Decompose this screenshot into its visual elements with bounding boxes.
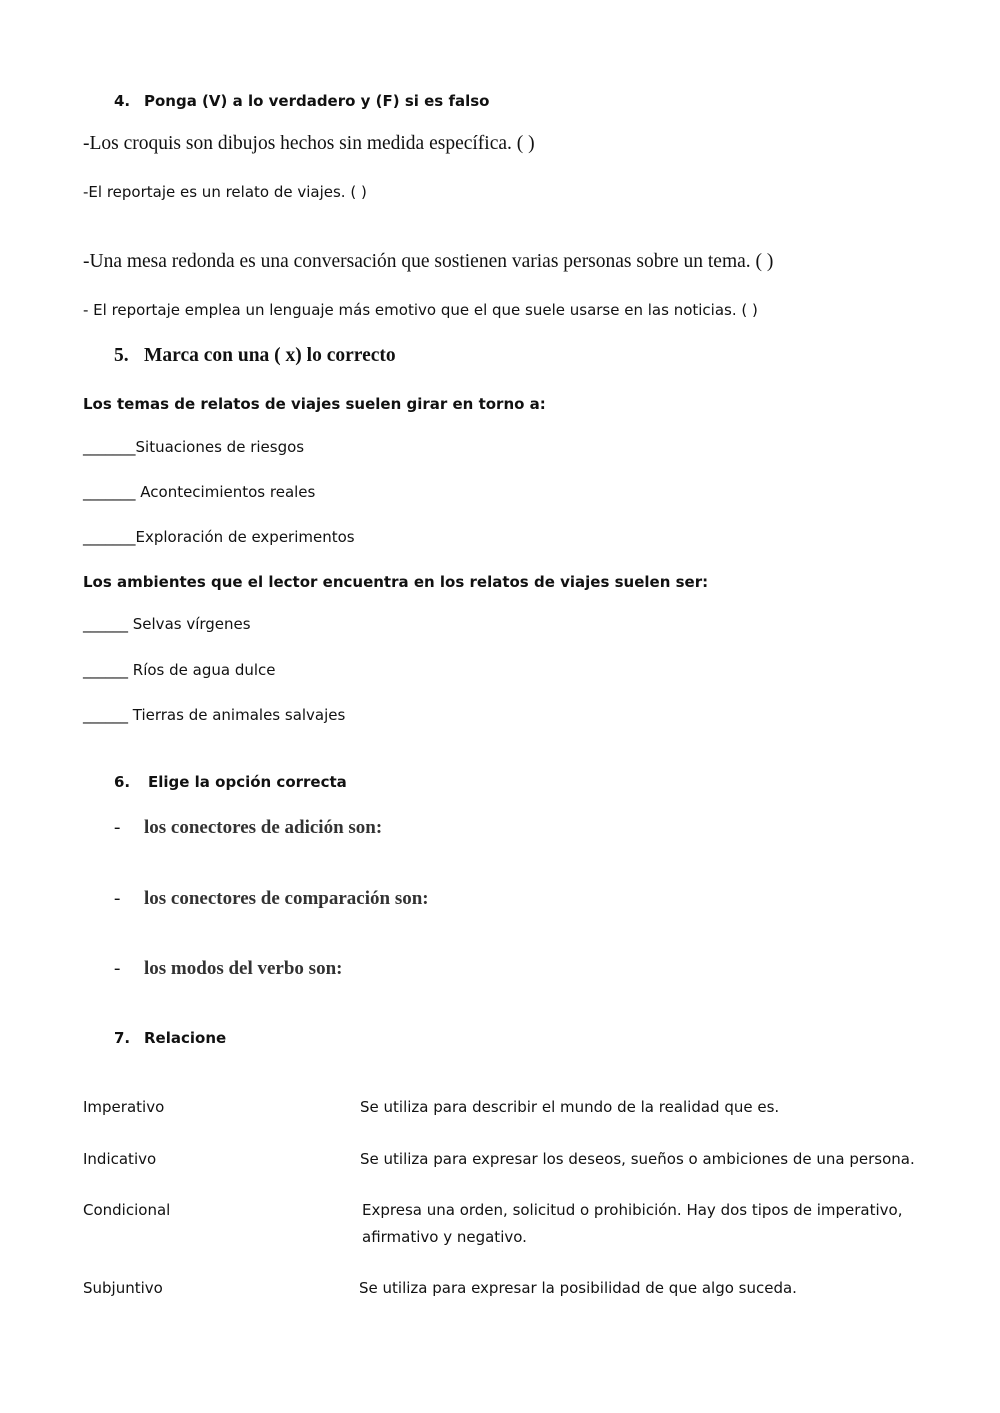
section-7-number: 7. [114, 1029, 131, 1047]
q1-option-2[interactable] [83, 483, 315, 501]
bullet-dash: - [114, 958, 121, 979]
section-7-heading [114, 1029, 226, 1047]
option-label: Situaciones de riesgos [135, 438, 305, 456]
connector-label: los conectores de adición son: [144, 817, 383, 838]
tf-item-1: -Los croquis son dibujos hechos sin medida específica. ( ) [83, 133, 535, 154]
answer-blank[interactable]: _______ [83, 483, 136, 501]
section-4-heading [114, 92, 489, 110]
q2-prompt: Los ambientes que el lector encuentra en los relatos de viajes suelen ser: [83, 573, 709, 591]
tf-item-2: -El reportaje es un relato de viajes. ( ) [83, 183, 367, 201]
connector-label: los modos del verbo son: [144, 958, 343, 979]
connector-item-2 [114, 888, 429, 910]
connector-label: los conectores de comparación son: [144, 888, 429, 909]
q2-option-2[interactable] [83, 661, 276, 679]
q1-option-3[interactable] [83, 528, 355, 546]
term-indicativo: Indicativo [83, 1150, 157, 1168]
q1-option-1[interactable] [83, 438, 304, 456]
connector-item-3 [114, 958, 342, 980]
answer-blank[interactable]: _______ [83, 528, 136, 546]
answer-blank[interactable]: ______ [83, 615, 128, 633]
definition-3-line-1: Expresa una orden, solicitud o prohibición. Hay dos tipos de imperativo, [362, 1201, 903, 1219]
term-condicional: Condicional [83, 1201, 171, 1219]
term-subjuntivo: Subjuntivo [83, 1279, 163, 1297]
definition-2: Se utiliza para expresar los deseos, sueños o ambiciones de una persona. [360, 1150, 915, 1168]
section-7-title: Relacione [144, 1029, 227, 1047]
section-6-number: 6. [114, 773, 131, 791]
definition-4: Se utiliza para expresar la posibilidad de que algo suceda. [359, 1279, 797, 1297]
section-4-number: 4. [114, 92, 131, 110]
term-imperativo: Imperativo [83, 1098, 165, 1116]
option-label: Ríos de agua dulce [128, 661, 276, 679]
section-5-number: 5. [114, 345, 129, 366]
section-6-title: Elige la opción correcta [148, 773, 347, 791]
option-label: Selvas vírgenes [128, 615, 251, 633]
answer-blank[interactable]: _______ [83, 438, 136, 456]
connector-item-1 [114, 817, 382, 839]
tf-item-4: - El reportaje emplea un lenguaje más emotivo que el que suele usarse en las noticias. ( ) [83, 301, 758, 319]
bullet-dash: - [114, 817, 121, 838]
q1-prompt: Los temas de relatos de viajes suelen girar en torno a: [83, 395, 546, 413]
section-4-title: Ponga (V) a lo verdadero y (F) si es falso [144, 92, 490, 110]
definition-3-line-2: afirmativo y negativo. [362, 1228, 527, 1246]
option-label: Acontecimientos reales [135, 483, 316, 501]
section-5-heading [114, 345, 396, 367]
option-label: Tierras de animales salvajes [128, 706, 346, 724]
section-5-title: Marca con una ( x) lo correcto [144, 345, 396, 366]
bullet-dash: - [114, 888, 121, 909]
definition-1: Se utiliza para describir el mundo de la realidad que es. [360, 1098, 780, 1116]
q2-option-3[interactable] [83, 706, 345, 724]
answer-blank[interactable]: ______ [83, 661, 128, 679]
tf-item-3: -Una mesa redonda es una conversación que sostienen varias personas sobre un tema. ( ) [83, 251, 774, 272]
section-6-heading [114, 773, 347, 791]
option-label: Exploración de experimentos [135, 528, 355, 546]
answer-blank[interactable]: ______ [83, 706, 128, 724]
q2-option-1[interactable] [83, 615, 251, 633]
